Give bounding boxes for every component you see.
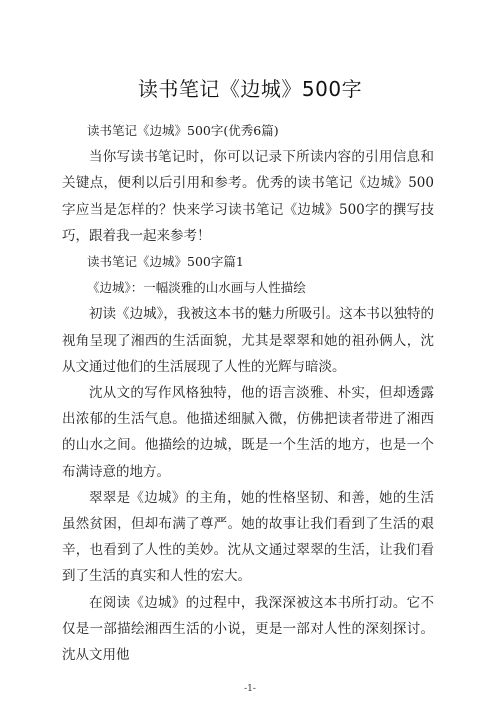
subtitle-paragraph: 读书笔记《边城》500字(优秀6篇) [87,123,279,138]
article-body [62,118,434,668]
section-heading: 读书笔记《边城》500字篇1 [87,254,244,270]
body-paragraph: 翠翠是《边城》的主角，她的性格坚韧、和善，她的生活虽然贫困，但却布满了尊严。她的故事让我们看到了生活的艰辛，也看到了人性的美妙。沈从文通过翠翠的生活，让我们看到了生活的真实和人性的宏大。 [62,489,434,585]
body-paragraph: 沈从文的写作风格独特，他的语言淡雅、朴实，但却透露出浓郁的生活气息。他描述细腻入微，仿佛把读者带进了湘西的山水之间。他描绘的边城，既是一个生活的地方，也是一个布满诗意的地方。 [62,385,434,480]
page-title: 读书笔记《边城》500字 [137,77,363,101]
essay-title: 《边城》：一幅淡雅的山水画与人性描绘 [87,280,306,296]
intro-paragraph: 当你写读书笔记时，你可以记录下所读内容的引用信息和关键点，便利以后引用和参考。优秀的读书笔记《边城》500字应当是怎样的？快来学习读书笔记《边城》500字的撰写技巧，跟着我一起来参考！ [62,149,434,244]
body-paragraph: 初读《边城》，我被这本书的魅力所吸引。这本书以独特的视角呈现了湘西的生活面貌，尤其是翠翠和她的祖孙俩人，沈从文通过他们的生活展现了人性的光辉与暗淡。 [62,306,434,375]
body-paragraph: 在阅读《边城》的过程中，我深深被这本书所打动。它不仅是一部描绘湘西生活的小说，更是一部对人性的深刻探讨。沈从文用他 [62,594,434,664]
page-number: -1- [244,684,256,694]
